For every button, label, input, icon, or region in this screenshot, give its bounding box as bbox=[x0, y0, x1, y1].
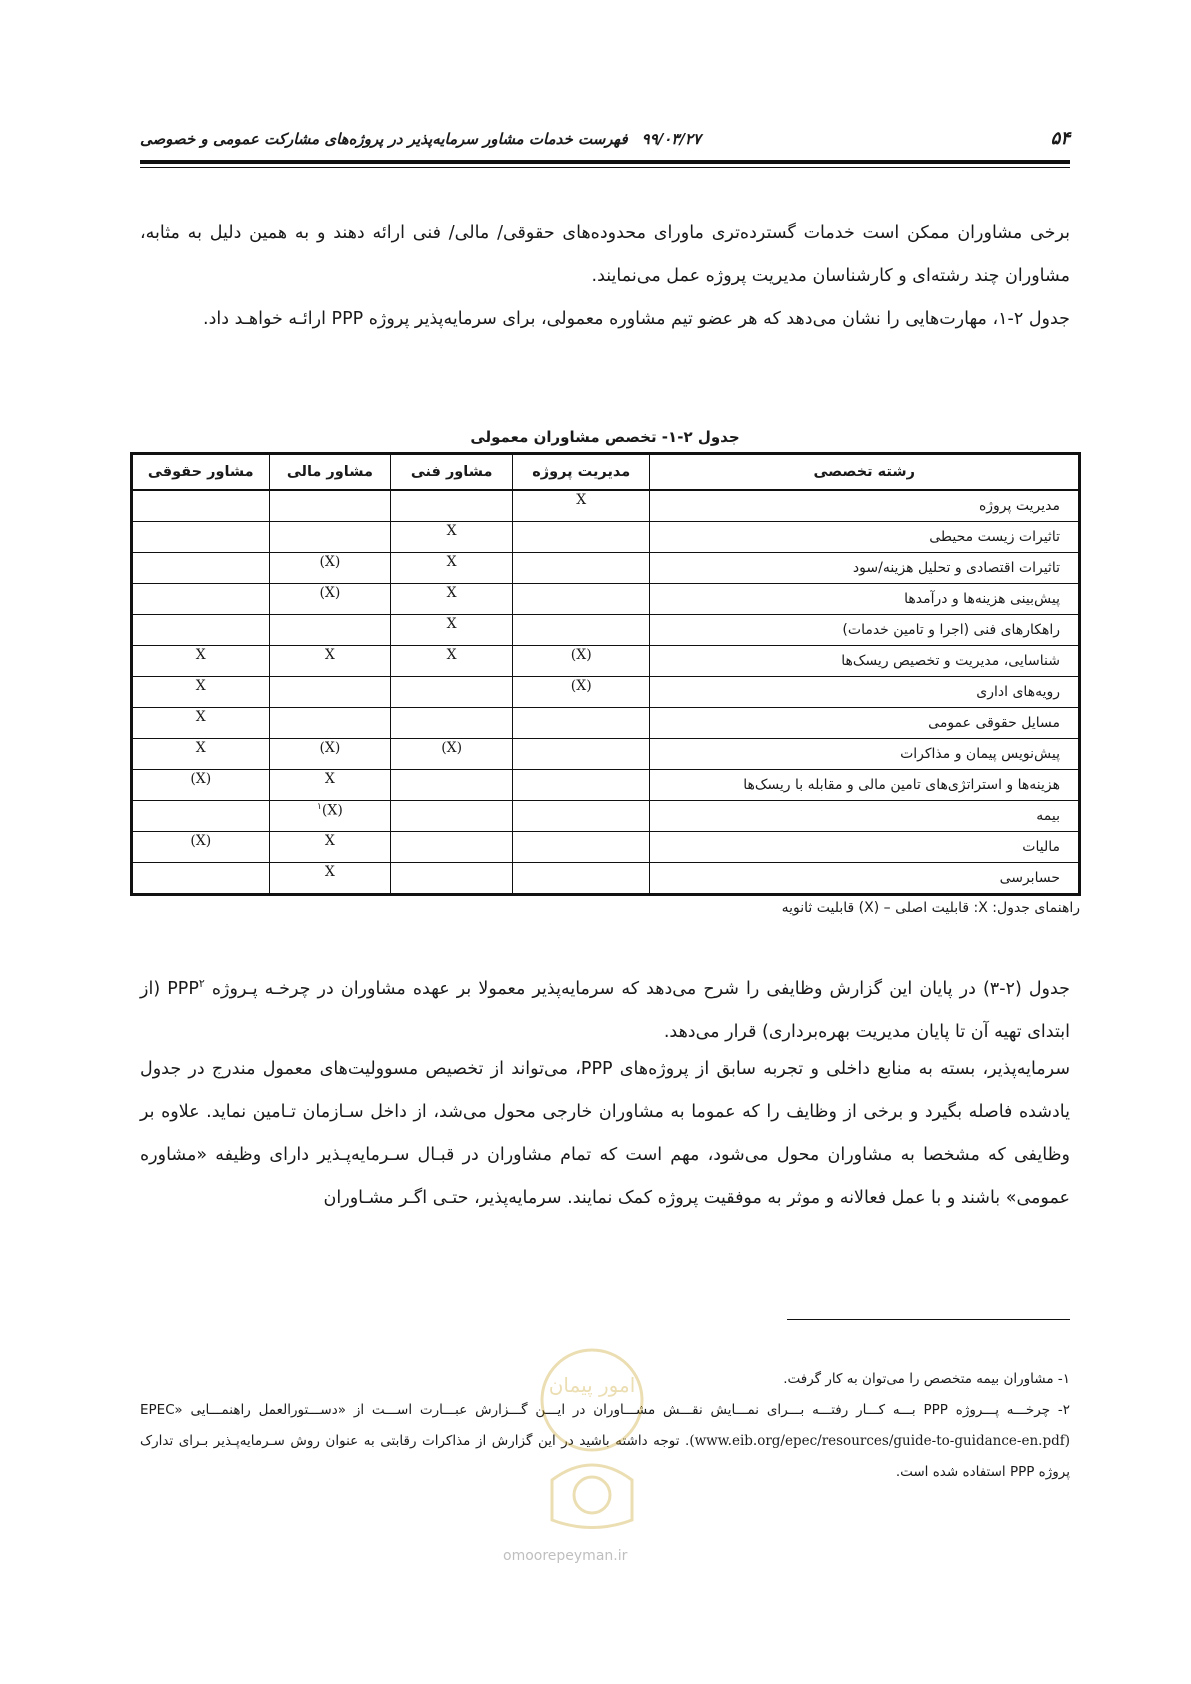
paragraph-3-tail: (از ابتدای تهیه آن تا پایان مدیریت بهره‌برداری) قرار می‌دهد. bbox=[140, 978, 1070, 1042]
paragraph-4: سرمایه‌پذیر، بسته به منابع داخلی و تجربه سابق از پروژه‌های PPP، می‌تواند از تخصیص مسوولیت‌های معمول مندرج در جدول یادشده فاصله بگیرد و برخی از وظایف را که عموما به مشاوران خارجی محول می‌شد، از داخل سـازمان تـامین نماید. علاوه بر وظایفی که مشخصا به مشاوران محول می‌شود، مهم است که تمام مشاوران در قبـال سـرمایه‌پـذیر دارای وظیفه «مشاوره عمومی» باشند و با عمل فعالانه و موثر به موفقیت پروژه کمک نمایند. سرمایه‌پذیر، حتـی اگـر مشـاوران bbox=[140, 1059, 1070, 1208]
table-row bbox=[132, 832, 1080, 863]
cell-technical bbox=[391, 770, 513, 801]
paragraph-1: برخی مشاوران ممکن است خدمات گسترده‌تری ماورای محدوده‌های حقوقی/ مالی/ فنی ارائه دهند و به همین دلیل به مثابه، مشاوران چند رشته‌ای و کارشناسان مدیریت پروژه عمل می‌نمایند. bbox=[140, 223, 1070, 286]
header-title-text: فهرست خدمات مشاور سرمایه‌پذیر در پروژه‌های مشارکت عمومی و خصوصی bbox=[140, 130, 628, 148]
cell-financial: (X) bbox=[269, 739, 391, 770]
header-project-management: مدیریت پروژه bbox=[513, 454, 650, 491]
cell-technical bbox=[391, 863, 513, 895]
table-row bbox=[132, 646, 1080, 677]
header-technical: مشاور فنی bbox=[391, 454, 513, 491]
cell-financial bbox=[269, 677, 391, 708]
cell-project-management bbox=[513, 863, 650, 895]
cell-specialty: رویه‌های اداری bbox=[650, 677, 1080, 708]
watermark-logo bbox=[492, 1330, 692, 1540]
cell-legal bbox=[132, 490, 270, 522]
cell-project-management bbox=[513, 801, 650, 832]
cell-legal: (X) bbox=[132, 770, 270, 801]
cell-specialty: مدیریت پروژه bbox=[650, 490, 1080, 522]
cell-project-management bbox=[513, 739, 650, 770]
table-row bbox=[132, 801, 1080, 832]
cell-technical bbox=[391, 490, 513, 522]
cell-project-management bbox=[513, 553, 650, 584]
table-row bbox=[132, 584, 1080, 615]
cell-specialty: پیش‌بینی هزینه‌ها و درآمدها bbox=[650, 584, 1080, 615]
cell-financial bbox=[269, 615, 391, 646]
cell-financial: X bbox=[269, 770, 391, 801]
cell-legal: (X) bbox=[132, 832, 270, 863]
page-header bbox=[140, 128, 1070, 158]
cell-legal: X bbox=[132, 646, 270, 677]
cell-legal: X bbox=[132, 708, 270, 739]
paragraph-3 bbox=[140, 962, 1070, 1054]
footnote-1: ۱- مشاوران بیمه متخصص را می‌توان به کار گرفت. bbox=[783, 1371, 1070, 1387]
table-row bbox=[132, 553, 1080, 584]
cell-technical bbox=[391, 832, 513, 863]
footnote-separator bbox=[787, 1319, 1070, 1320]
cell-financial bbox=[269, 522, 391, 553]
header-title bbox=[140, 130, 701, 148]
cell-technical: X bbox=[391, 522, 513, 553]
footnote-ref-1: ۱ bbox=[317, 802, 322, 812]
cell-technical: X bbox=[391, 584, 513, 615]
cell-financial: X bbox=[269, 832, 391, 863]
header-rule-thick bbox=[140, 160, 1070, 164]
cell-specialty: مسایل حقوقی عمومی bbox=[650, 708, 1080, 739]
table-row bbox=[132, 677, 1080, 708]
table-header-row bbox=[132, 454, 1080, 491]
cell-technical: (X) bbox=[391, 739, 513, 770]
cell-project-management bbox=[513, 584, 650, 615]
table-legend: راهنمای جدول: X: قابلیت اصلی – (X) قابلیت ثانویه bbox=[781, 900, 1080, 916]
header-date: ۹۹/۰۳/۲۷ bbox=[641, 130, 701, 148]
table-row bbox=[132, 490, 1080, 522]
cell-financial: X bbox=[269, 646, 391, 677]
cell-financial: $(X)^۱$ bbox=[269, 801, 391, 832]
cell-technical: X bbox=[391, 553, 513, 584]
cell-technical bbox=[391, 677, 513, 708]
table-row bbox=[132, 522, 1080, 553]
cell-project-management: X bbox=[513, 490, 650, 522]
footnote-2-tail: . توجه داشته باشید در این گزارش از مذاکرات رقابتی به عنوان روش سـرمایه‌پـذیر بـرای تدارک پروژه PPP استفاده شده است. bbox=[140, 1433, 1070, 1480]
cell-specialty: تاثیرات زیست محیطی bbox=[650, 522, 1080, 553]
table-caption: جدول ۲-۱- تخصص مشاوران معمولی bbox=[470, 428, 740, 446]
cell-specialty: تاثیرات اقتصادی و تحلیل هزینه/سود bbox=[650, 553, 1080, 584]
table-row bbox=[132, 739, 1080, 770]
table-row bbox=[132, 615, 1080, 646]
cell-project-management bbox=[513, 615, 650, 646]
table-row bbox=[132, 708, 1080, 739]
footnote-2-url[interactable]: (www.eib.org/epec/resources/guide-to-guidance-en.pdf) bbox=[689, 1433, 1070, 1449]
watermark-site: omoorepeyman.ir bbox=[503, 1548, 628, 1564]
cell-specialty: راهکارهای فنی (اجرا و تامین خدمات) bbox=[650, 615, 1080, 646]
page-number: ۵۴ bbox=[1050, 128, 1070, 149]
cell-technical bbox=[391, 801, 513, 832]
header-legal: مشاور حقوقی bbox=[132, 454, 270, 491]
cell-project-management bbox=[513, 832, 650, 863]
watermark-logo-text: امور پیمان bbox=[548, 1373, 636, 1397]
paragraph-2: جدول ۲-۱، مهارت‌هایی را نشان می‌دهد که هر عضو تیم مشاوره معمولی، برای سرمایه‌پذیر پروژه PPP ارائـه خواهـد داد. bbox=[203, 309, 1070, 329]
cell-legal bbox=[132, 522, 270, 553]
header-financial: مشاور مالی bbox=[269, 454, 391, 491]
table-row bbox=[132, 863, 1080, 895]
cell-project-management bbox=[513, 708, 650, 739]
cell-project-management: (X) bbox=[513, 677, 650, 708]
cell-specialty: بیمه bbox=[650, 801, 1080, 832]
table-body bbox=[132, 490, 1080, 895]
cell-legal bbox=[132, 615, 270, 646]
cell-technical: X bbox=[391, 646, 513, 677]
cell-specialty: شناسایی، مدیریت و تخصیص ریسک‌ها bbox=[650, 646, 1080, 677]
cell-legal bbox=[132, 801, 270, 832]
cell-technical: X bbox=[391, 615, 513, 646]
cell-legal bbox=[132, 553, 270, 584]
cell-financial: (X) bbox=[269, 553, 391, 584]
cell-financial bbox=[269, 708, 391, 739]
cell-specialty: هزینه‌ها و استراتژی‌های تامین مالی و مقابله با ریسک‌ها bbox=[650, 770, 1080, 801]
cell-specialty: مالیات bbox=[650, 832, 1080, 863]
paragraph-3-text: جدول (۲-۳) در پایان این گزارش وظایفی را شرح می‌دهد که سرمایه‌پذیر معمولا بر عهده مشاوران در چرخـه پـروژه PPP bbox=[167, 978, 1071, 999]
cell-project-management bbox=[513, 522, 650, 553]
header-rule-thin bbox=[140, 167, 1070, 168]
cell-project-management bbox=[513, 770, 650, 801]
cell-financial: X bbox=[269, 863, 391, 895]
cell-specialty: پیش‌نویس پیمان و مذاکرات bbox=[650, 739, 1080, 770]
header-specialty: رشته تخصصی bbox=[650, 454, 1080, 491]
specialty-table bbox=[130, 452, 1081, 896]
cell-legal: X bbox=[132, 677, 270, 708]
footnote-2-text: ۲- چرخـــه پـــروژه PPP بـــه کـــار رفتـــه بـــرای نمـــایش نقـــش مشـــاوران در ایـــن گـــزارش عبـــارت اســـت از «دســـتورالعمل راهنمـــایی EPEC» bbox=[140, 1402, 1071, 1418]
cell-legal bbox=[132, 584, 270, 615]
table-row bbox=[132, 770, 1080, 801]
cell-financial bbox=[269, 490, 391, 522]
cell-financial: (X) bbox=[269, 584, 391, 615]
cell-specialty: حسابرسی bbox=[650, 863, 1080, 895]
cell-project-management: (X) bbox=[513, 646, 650, 677]
footnote-ref-2: ۲ bbox=[198, 977, 205, 990]
cell-legal: X bbox=[132, 739, 270, 770]
cell-technical bbox=[391, 708, 513, 739]
cell-legal bbox=[132, 863, 270, 895]
